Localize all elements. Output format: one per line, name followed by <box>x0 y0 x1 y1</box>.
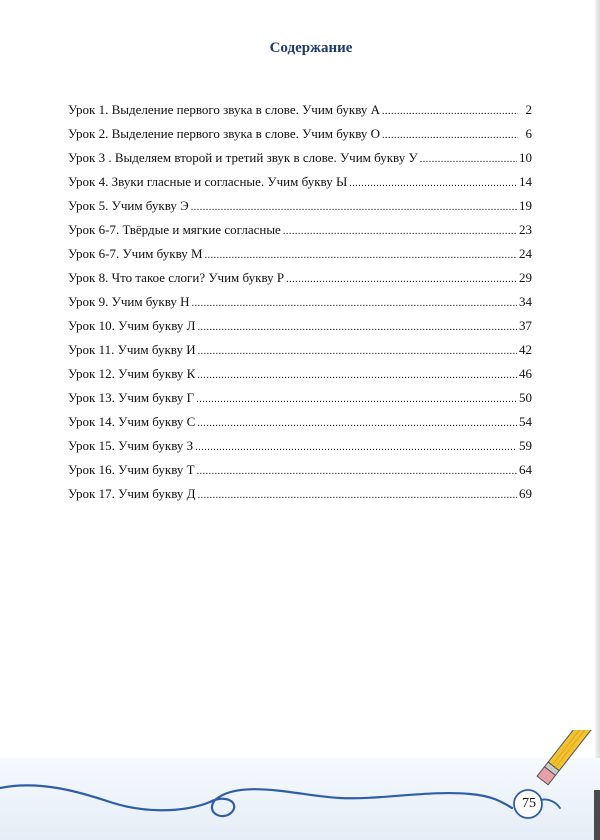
toc-row[interactable] <box>68 486 532 510</box>
toc-entry-text: Урок 13. Учим букву Г <box>68 390 195 405</box>
toc-page-number: 34 <box>519 294 532 309</box>
toc-page-number: 29 <box>519 270 532 285</box>
toc-dot-leader <box>198 322 518 333</box>
toc-page-number: 46 <box>519 366 532 381</box>
toc-dot-leader <box>286 274 517 285</box>
toc-row[interactable] <box>68 462 532 486</box>
toc-row[interactable] <box>68 198 532 222</box>
toc-dot-leader <box>191 202 517 213</box>
toc-page-number: 14 <box>519 174 532 189</box>
toc-row[interactable] <box>68 174 532 198</box>
toc-page-number: 69 <box>519 486 532 501</box>
toc-page-number: 2 <box>525 102 532 117</box>
toc-dot-leader <box>192 298 517 309</box>
toc-entry-text: Урок 6-7. Учим букву М <box>68 246 203 261</box>
toc-row[interactable] <box>68 438 532 462</box>
toc-page-number: 19 <box>519 198 532 213</box>
toc-row[interactable] <box>68 318 532 342</box>
toc-row[interactable] <box>68 102 532 126</box>
toc-page-number: 23 <box>519 222 532 237</box>
toc-dot-leader <box>195 442 517 453</box>
toc-entry-text: Урок 11. Учим букву И <box>68 342 196 357</box>
toc-page-number: 10 <box>519 150 532 165</box>
toc-dot-leader <box>349 178 517 189</box>
toc-dot-leader <box>283 226 517 237</box>
toc-row[interactable] <box>68 294 532 318</box>
toc-page-number: 59 <box>519 438 532 453</box>
toc-row[interactable] <box>68 390 532 414</box>
toc-page-number: 50 <box>519 390 532 405</box>
toc-row[interactable] <box>68 270 532 294</box>
toc-entry-text: Урок 14. Учим букву С <box>68 414 196 429</box>
toc-dot-leader <box>196 394 517 405</box>
toc-entry-text: Урок 2. Выделение первого звука в слове. Учим букву О <box>68 126 381 141</box>
swirl-decoration <box>0 785 512 816</box>
toc-entry-text: Урок 5. Учим букву Э <box>68 198 189 213</box>
toc-page-number: 6 <box>525 126 532 141</box>
toc-dot-leader <box>420 154 517 165</box>
toc-entry-text: Урок 17. Учим букву Д <box>68 486 196 501</box>
toc-row[interactable] <box>68 342 532 366</box>
page-title: Содержание <box>269 40 353 56</box>
toc-entry-text: Урок 6-7. Твёрдые и мягкие согласные <box>68 222 281 237</box>
table-of-contents <box>68 102 532 510</box>
toc-entry-text: Урок 15. Учим букву З <box>68 438 194 453</box>
toc-row[interactable] <box>68 126 532 150</box>
page-number: 75 <box>522 796 536 811</box>
toc-dot-leader <box>198 346 517 357</box>
toc-row[interactable] <box>68 222 532 246</box>
toc-page-number: 54 <box>519 414 532 429</box>
toc-dot-leader <box>205 250 517 261</box>
toc-row[interactable] <box>68 366 532 390</box>
toc-dot-leader <box>382 130 518 141</box>
toc-entry-text: Урок 3 . Выделяем второй и третий звук в слове. Учим букву У <box>68 150 418 165</box>
toc-page-number: 37 <box>519 318 532 333</box>
toc-entry-text: Урок 9. Учим букву Н <box>68 294 190 309</box>
toc-row[interactable] <box>68 246 532 270</box>
toc-entry-text: Урок 10. Учим букву Л <box>68 318 196 333</box>
toc-dot-leader <box>197 418 517 429</box>
pencil-icon <box>537 730 600 785</box>
toc-page-number: 24 <box>519 246 532 261</box>
toc-entry-text: Урок 12. Учим букву К <box>68 366 196 381</box>
toc-page-number: 42 <box>519 342 532 357</box>
toc-entry-text: Урок 8. Что такое слоги? Учим букву Р <box>68 270 285 285</box>
toc-entry-text: Урок 1. Выделение первого звука в слове. Учим букву А <box>68 102 381 117</box>
toc-entry-text: Урок 16. Учим букву Т <box>68 462 195 477</box>
toc-dot-leader <box>198 490 517 501</box>
page-edge <box>595 0 600 840</box>
toc-entry-text: Урок 4. Звуки гласные и согласные. Учим букву Ы <box>68 174 348 189</box>
toc-page-number: 64 <box>519 462 532 477</box>
toc-dot-leader <box>382 106 518 117</box>
footer-decoration <box>0 730 600 840</box>
toc-row[interactable] <box>68 414 532 438</box>
toc-dot-leader <box>197 466 517 477</box>
page-edge-shadow <box>594 790 600 840</box>
toc-dot-leader <box>197 370 517 381</box>
toc-row[interactable] <box>68 150 532 174</box>
